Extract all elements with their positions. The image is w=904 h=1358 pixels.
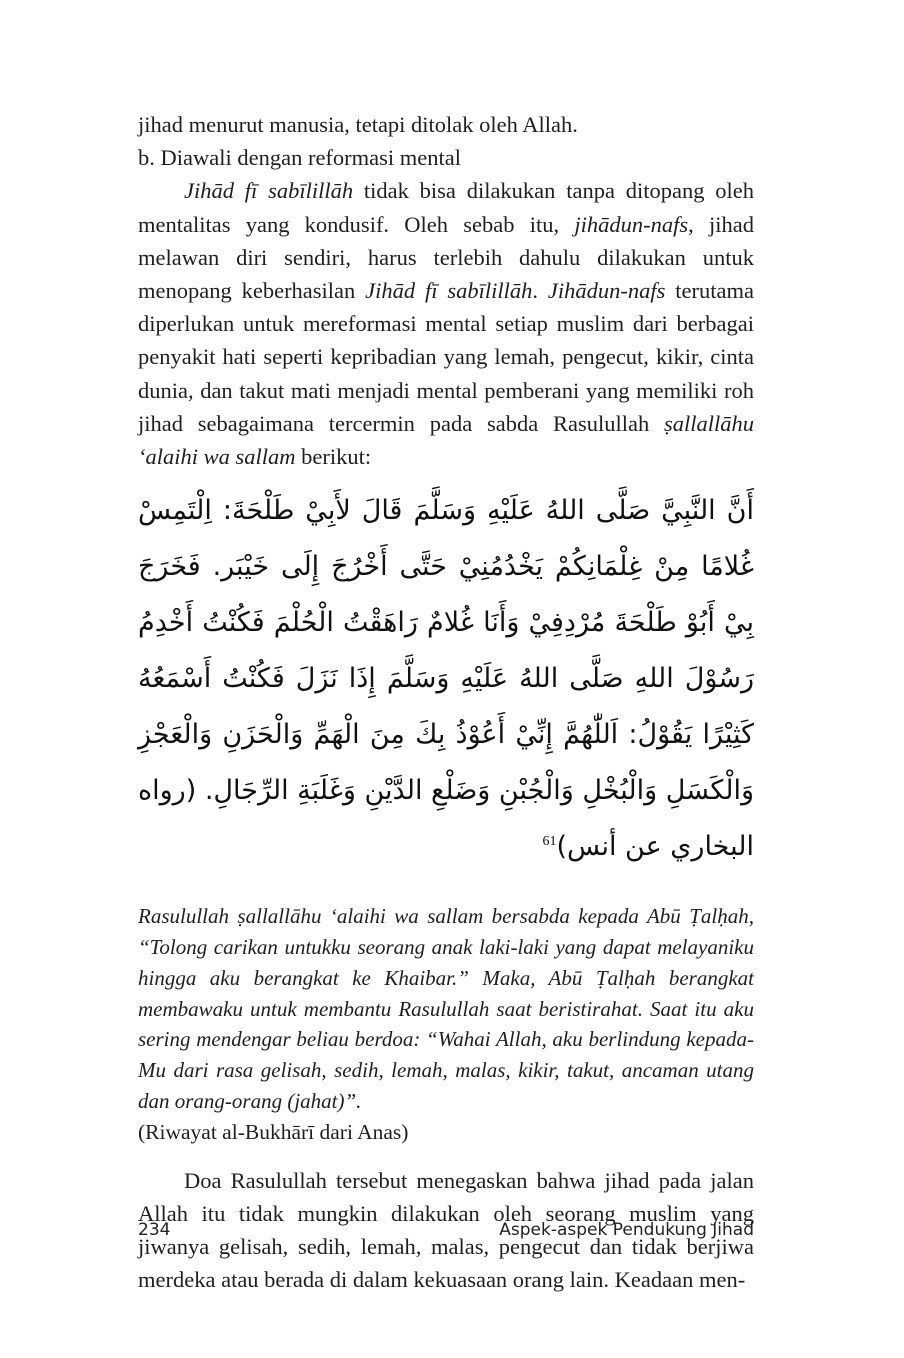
text-run: tidak bisa dilakukan tanpa ditopang oleh mentalitas yang kondusif. Oleh sebab itu, (138, 178, 754, 237)
italic-term: ṣallallāhu ‘alaihi wa sallam (138, 410, 754, 470)
text-run: terutama diperlukan untuk mereformasi mental setiap muslim dari berbagai penyakit hati seperti kepribadian yang lemah, pengecut, kikir, cinta dunia, dan takut mati menjadi mental pemberani yang memiliki roh jihad sebagaimana tercermin pada sabda Rasulullah (138, 278, 754, 436)
paragraph-reformasi-mental (138, 174, 754, 473)
text-run: . (532, 278, 548, 304)
continued-paragraph: jihad menurut manusia, tetapi ditolak oleh Allah. (138, 112, 578, 137)
subheading-b: b. Diawali dengan reformasi mental (138, 145, 462, 171)
hadith-translation (138, 901, 754, 1147)
footnote-reference: 61 (542, 834, 557, 850)
running-title: Aspek-aspek Pendukung Jihad (499, 1220, 754, 1240)
italic-term: jihādun-nafs (574, 211, 689, 237)
translation-text: Rasulullah ṣallallāhu ‘alaihi wa sallam bersabda kepada Abū Ṭalḥah, “Tolong carikan untukku seorang anak laki-laki yang dapat melayaniku hingga aku berangkat ke Khaibar.” Maka, Abū Ṭalḥah berangkat membawaku untuk membantu Rasulullah saat beristirahat. Saat itu aku sering mendengar beliau berdoa: “Wahai Allah, aku berlindung kepada-Mu dari rasa gelisah, sedih, lemah, malas, kikir, takut, ancaman utang dan orang-orang (jahat)”. (138, 904, 754, 1114)
arabic-hadith (138, 483, 754, 875)
paragraph-doa: Doa Rasulullah tersebut menegaskan bahwa jihad pada jalan Allah itu tidak mungkin dilakukan oleh seorang muslim yang jiwanya gelisah, sedih, lemah, malas, pengecut dan tidak berjiwa merdeka atau berada di dalam kekuasaan orang lain. Keadaan men- (138, 1167, 754, 1293)
text-run: , jihad melawan diri sendiri, harus terlebih dahulu dilakukan untuk menopang keberhasilan (138, 211, 754, 304)
page-number: 234 (138, 1220, 171, 1240)
italic-term: Jihād fī sabīlillāh (365, 278, 533, 304)
arabic-hadith-text: أَنَّ النَّبِيَّ صَلَّى اللهُ عَلَيْهِ وَسَلَّمَ قَالَ لأَبِيْ طَلْحَةَ: اِلْتَمِسْ غُلامًا مِنْ غِلْمَانِكُمْ يَخْدُمُنِيْ حَتَّى أَخْرُجَ إِلَى خَيْبَر. فَخَرَجَ بِيْ أَبُوْ طَلْحَةَ مُرْدِفِيْ وَأَنَا غُلامٌ رَاهَقْتُ الْحُلْمَ فَكُنْتُ أَخْدِمُ رَسُوْلَ اللهِ صَلَّى اللهُ عَلَيْهِ وَسَلَّمَ إِذَا نَزَلَ فَكُنْتُ أَسْمَعُهُ كَثِيْرًا يَقُوْلُ: اَللّٰهُمَّ إِنِّيْ أَعُوْذُ بِكَ مِنَ الْهَمِّ وَالْحَزَنِ وَالْعَجْزِ وَالْكَسَلِ وَالْبُخْلِ وَالْجُبْنِ وَضَلْعِ الدَّيْنِ وَغَلَبَةِ الرِّجَالِ. (رواه البخاري عن أنس) (138, 495, 754, 863)
italic-term: Jihād fī sabīlillāh (184, 178, 354, 204)
italic-term: Jihādun-nafs (547, 278, 666, 304)
text-run: berikut: (295, 444, 372, 470)
page-body (138, 108, 754, 1296)
hadith-source: (Riwayat al-Bukhārī dari Anas) (138, 1119, 409, 1144)
